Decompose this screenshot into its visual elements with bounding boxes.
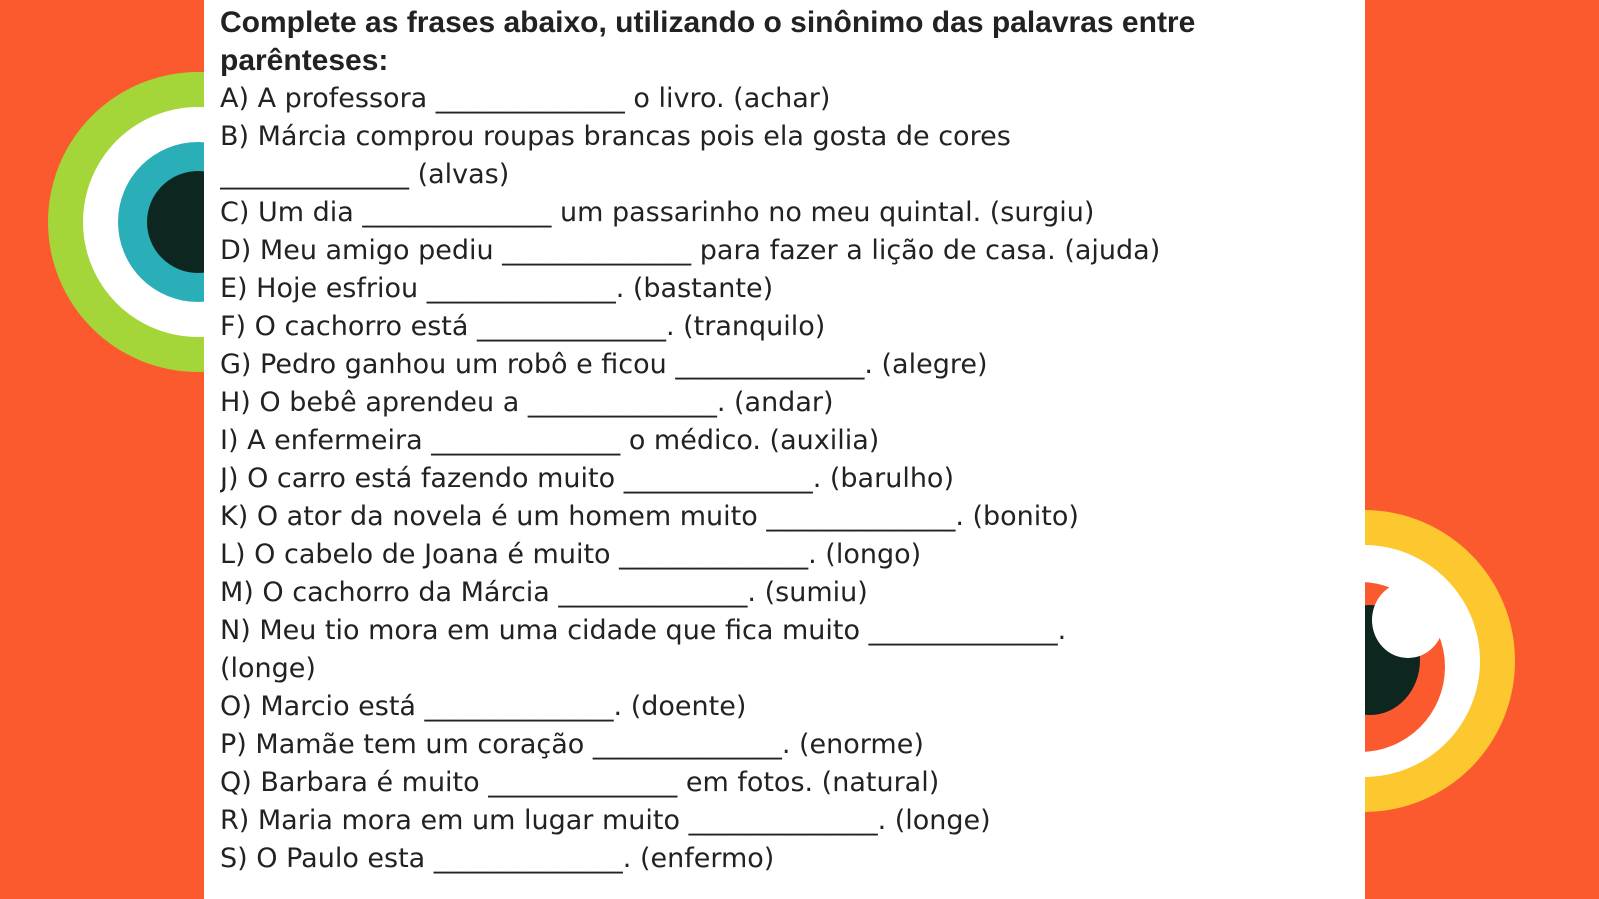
- exercise-line-h: H) O bebê aprendeu a ______________. (andar): [220, 387, 834, 418]
- right-decoration-highlight: [1372, 582, 1444, 658]
- exercise-line-b: B) Márcia comprou roupas brancas pois ela gosta de cores: [220, 121, 1011, 152]
- exercise-line-r: R) Maria mora em um lugar muito ______________. (longe): [220, 805, 991, 836]
- exercise-line-n-continued: (longe): [220, 653, 316, 684]
- exercise-line-q: Q) Barbara é muito ______________ em fotos. (natural): [220, 767, 940, 798]
- exercise-line-n: N) Meu tio mora em uma cidade que fica muito ______________.: [220, 615, 1067, 646]
- exercise-line-d: D) Meu amigo pediu ______________ para fazer a lição de casa. (ajuda): [220, 235, 1161, 266]
- exercise-line-b-continued: ______________ (alvas): [220, 159, 510, 190]
- exercise-line-c: C) Um dia ______________ um passarinho no meu quintal. (surgiu): [220, 197, 1095, 228]
- exercise-line-e: E) Hoje esfriou ______________. (bastante): [220, 273, 774, 304]
- worksheet-panel: [204, 0, 1365, 899]
- exercise-list: [220, 80, 1358, 878]
- exercise-line-p: P) Mamãe tem um coração ______________. (enorme): [220, 729, 924, 760]
- worksheet-title: Complete as frases abaixo, utilizando o sinônimo das palavras entre parênteses:: [220, 6, 1196, 77]
- exercise-line-g: G) Pedro ganhou um robô e ficou ______________. (alegre): [220, 349, 988, 380]
- exercise-line-o: O) Marcio está ______________. (doente): [220, 691, 747, 722]
- exercise-line-m: M) O cachorro da Márcia ______________. (sumiu): [220, 577, 868, 608]
- exercise-line-f: F) O cachorro está ______________. (tranquilo): [220, 311, 826, 342]
- exercise-line-s: S) O Paulo esta ______________. (enfermo): [220, 843, 775, 874]
- exercise-line-l: L) O cabelo de Joana é muito ______________. (longo): [220, 539, 922, 570]
- exercise-line-j: J) O carro está fazendo muito ______________. (barulho): [220, 463, 954, 494]
- exercise-line-k: K) O ator da novela é um homem muito ______________. (bonito): [220, 501, 1079, 532]
- exercise-line-a: A) A professora ______________ o livro. (achar): [220, 83, 831, 114]
- exercise-line-i: I) A enfermeira ______________ o médico. (auxilia): [220, 425, 880, 456]
